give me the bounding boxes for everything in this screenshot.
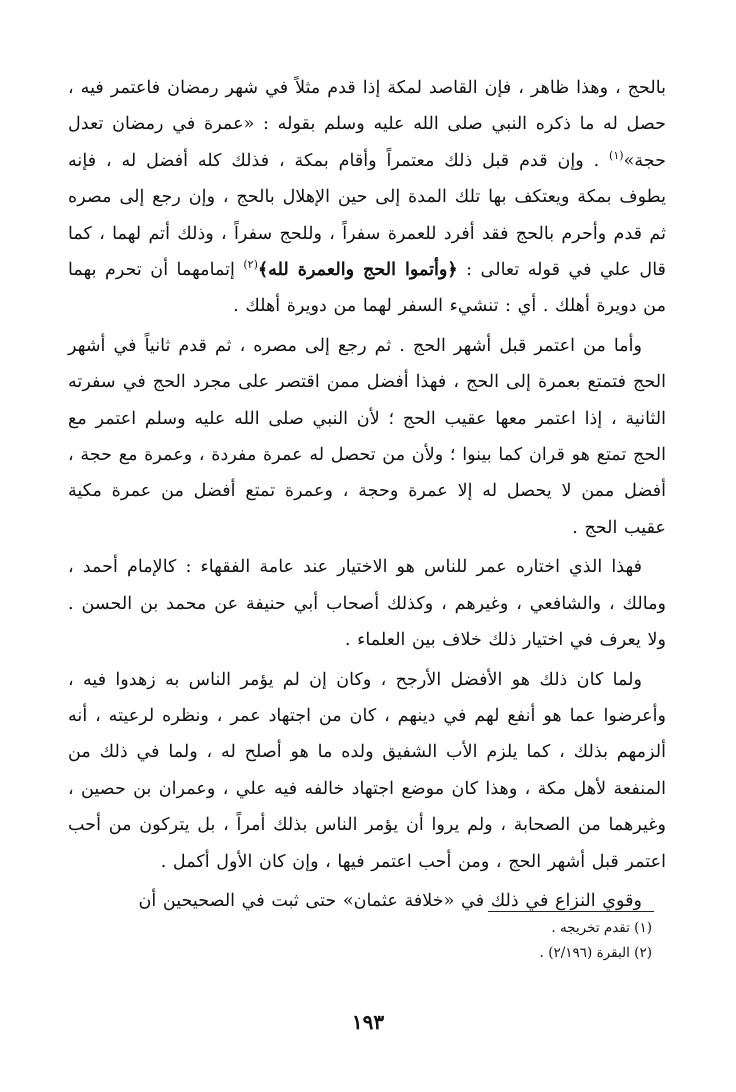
paragraph-1-part-3: إتمامهما أن تحرم بهما من دويرة أهلك . أي : تنشيء السفر لهما من دويرة أهلك . — [68, 260, 666, 317]
footnote-1: (١) تقدم تخريجه . — [551, 920, 652, 936]
footnotes — [68, 916, 652, 966]
paragraph-1-part-1: بالحج ، وهذا ظاهر ، فإن القاصد لمكة إذا قدم مثلاً في شهر رمضان فاعتمر فيه ، حصل له ما ذكره النبي صلى الله عليه وسلم بقوله : «عمرة في رمضان تعدل حجة» — [68, 78, 666, 171]
paragraph-5: وقوي النزاع في ذلك في «خلافة عثمان» حتى ثبت في الصحيحين أن — [138, 890, 642, 911]
footnote-ref-2: (٢) — [243, 258, 258, 272]
paragraph-1-part-2: . وإن قدم قبل ذلك معتمراً وأقام بمكة ، فذلك كله أفضل له ، فإنه يطوف بمكة ويعتكف بها تلك المدة إلى حين الإهلال بالحج ، وإن رجع إلى مصره ثم قدم وأحرم بالحج فقد أفرد للعمرة سفراً ، وللحج سفراً ، وذلك أتم لهما ، كما قال علي في قوله تعالى : — [68, 150, 666, 281]
paragraph-4: ولما كان ذلك هو الأفضل الأرجح ، وكان إن لم يؤمر الناس به زهدوا فيه ، وأعرضوا عما هو أنفع لهم في دينهم ، كان من اجتهاد عمر ، ونظره لرعيته ، أنه ألزمهم بذلك ، كما يلزم الأب الشفيق ولده ما هو أصلح له ، ولما في ذلك من المنفعة لأهل مكة ، وهذا كان موضع اجتهاد خالفه فيه علي ، وعمران بن حصين ، وغيرهما من الصحابة ، ولم يروا أن يؤمر الناس بذلك أمراً ، بل يتركون من أحب اعتمر قبل أشهر الحج ، ومن أحب اعتمر فيها ، وإن كان الأول أكمل . — [68, 669, 666, 872]
footnote-2: (٢) البقرة (٢/١٩٦) . — [539, 945, 652, 961]
quran-verse: ﴿وأتموا الحج والعمرة لله﴾ — [257, 259, 458, 281]
footnote-separator — [488, 911, 654, 912]
paragraph-2: وأما من اعتمر قبل أشهر الحج . ثم رجع إلى مصره ، ثم قدم ثانياً في أشهر الحج فتمتع بعمرة إلى الحج ، فهذا أفضل ممن اقتصر على مجرد الحج في سفرته الثانية ، إذا اعتمر معها عقيب الحج ؛ لأن النبي صلى الله عليه وسلم اعتمر مع الحج تمتع هو قران كما بينوا ؛ ولأن من تحصل له عمرة مفردة ، وعمرة مع حجة ، أفضل ممن لا يحصل له إلا عمرة وحجة ، وعمرة تمتع أفضل من عمرة مكية عقيب الحج . — [68, 335, 666, 538]
main-text — [68, 70, 666, 922]
paragraph-1 — [68, 70, 666, 325]
paragraph-3: فهذا الذي اختاره عمر للناس هو الاختيار عند عامة الفقهاء : كالإمام أحمد ، ومالك ، والشافعي ، وغيرهم ، وكذلك أصحاب أبي حنيفة عن محمد بن الحسن . ولا يعرف في اختيار ذلك خلاف بين العلماء . — [68, 557, 666, 651]
page-number: ١٩٣ — [351, 1010, 385, 1034]
footnote-ref-1: (١) — [609, 148, 624, 162]
